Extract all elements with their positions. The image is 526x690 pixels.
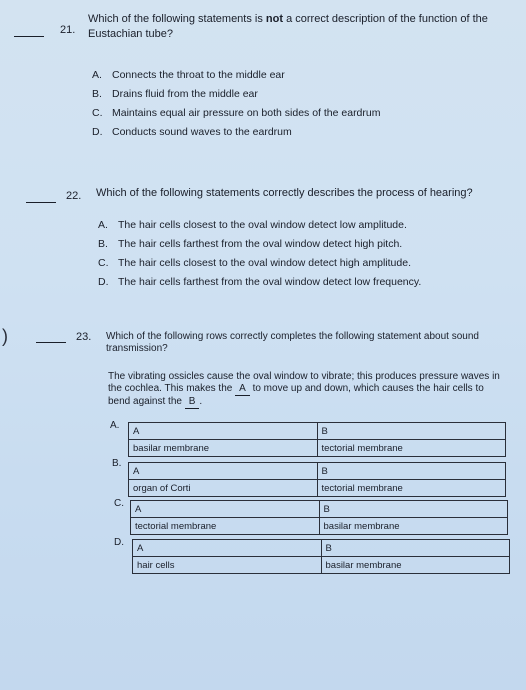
cell-b: tectorial membrane xyxy=(317,440,506,457)
question-text-23: Which of the following rows correctly completes the following statement about sound transmission? xyxy=(106,331,479,354)
question-number-22: 22. xyxy=(66,190,82,202)
question-text-21-emphasis: not xyxy=(265,13,284,25)
answer-table-a xyxy=(128,422,506,457)
option-letter: D. xyxy=(92,126,103,138)
answer-blank-21 xyxy=(14,36,44,37)
option-22-b xyxy=(98,235,421,254)
option-text: Maintains equal air pressure on both sides of the eardrum xyxy=(112,107,381,119)
header-b: B xyxy=(321,540,510,557)
question-number-23: 23. xyxy=(76,331,92,343)
option-22-a xyxy=(98,216,421,235)
option-text: The hair cells closest to the oval window detect low amplitude. xyxy=(118,219,407,231)
cell-a: tectorial membrane xyxy=(131,518,320,535)
row-letter-d: D. xyxy=(114,537,124,548)
blank-b: B xyxy=(185,396,200,409)
cell-a: organ of Corti xyxy=(129,480,318,497)
answer-blank-23 xyxy=(36,342,66,343)
option-text: Drains fluid from the middle ear xyxy=(112,88,258,100)
question-text-21-post: a correct description of the function of the Eustachian tube? xyxy=(88,13,488,40)
question-text-22: Which of the following statements correctly describes the process of hearing? xyxy=(96,187,473,199)
option-letter: A. xyxy=(92,69,102,81)
question-number-21: 21. xyxy=(60,24,76,36)
cell-a: hair cells xyxy=(133,557,322,574)
option-letter: C. xyxy=(92,107,103,119)
cell-b: basilar membrane xyxy=(319,518,508,535)
header-a: A xyxy=(129,463,318,480)
stem-part-3: . xyxy=(199,396,203,407)
answer-table-d xyxy=(132,539,510,574)
cell-a: basilar membrane xyxy=(129,440,318,457)
header-a: A xyxy=(129,423,318,440)
options-22 xyxy=(98,216,421,292)
stem-part-2: to move up and down, which causes the hair cells to bend against the xyxy=(108,383,484,407)
option-letter: A. xyxy=(98,219,108,231)
header-b: B xyxy=(317,463,506,480)
option-letter: C. xyxy=(98,257,109,269)
header-b: B xyxy=(319,501,508,518)
option-21-b xyxy=(92,85,380,104)
cell-b: basilar membrane xyxy=(321,557,510,574)
option-letter: B. xyxy=(98,238,108,250)
option-text: Conducts sound waves to the eardrum xyxy=(112,126,292,138)
option-22-c xyxy=(98,254,421,273)
option-text: The hair cells farthest from the oval window detect high pitch. xyxy=(118,238,403,250)
option-text: The hair cells farthest from the oval window detect low frequency. xyxy=(118,276,422,288)
row-letter-c: C. xyxy=(114,498,124,509)
stem-part-1: The vibrating ossicles cause the oval window to vibrate; this produces pressure waves in the cochlea. This makes the xyxy=(108,371,500,394)
statement-stem xyxy=(108,371,508,409)
options-21 xyxy=(92,66,380,142)
answer-blank-22 xyxy=(26,202,56,203)
header-a: A xyxy=(133,540,322,557)
answer-table-b xyxy=(128,462,506,497)
row-letter-b: B. xyxy=(112,458,122,469)
option-21-a xyxy=(92,66,380,85)
option-21-d xyxy=(92,123,380,142)
header-a: A xyxy=(131,501,320,518)
option-text: The hair cells closest to the oval window detect high amplitude. xyxy=(118,257,411,269)
option-21-c xyxy=(92,104,380,123)
blank-a: A xyxy=(235,383,250,396)
margin-mark: ) xyxy=(2,326,8,346)
cell-b: tectorial membrane xyxy=(317,480,506,497)
row-letter-a: A. xyxy=(110,420,120,431)
answer-table-c xyxy=(130,500,508,535)
option-text: Connects the throat to the middle ear xyxy=(112,69,285,81)
question-text-21-pre: Which of the following statements is xyxy=(88,13,266,25)
option-22-d xyxy=(98,273,421,292)
option-letter: D. xyxy=(98,276,109,288)
header-b: B xyxy=(317,423,506,440)
question-text-21 xyxy=(88,12,520,42)
option-letter: B. xyxy=(92,88,102,100)
